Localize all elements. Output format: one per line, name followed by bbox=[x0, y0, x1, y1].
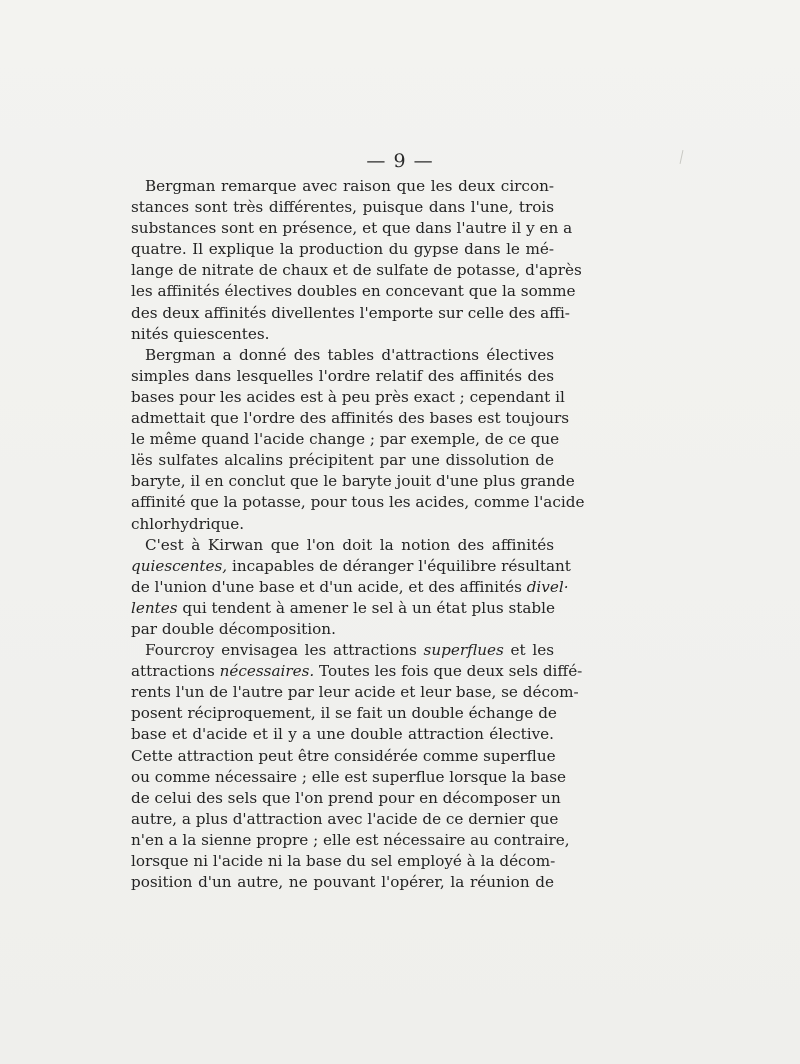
text-segment: quatre. Il explique la production du gypse dans le mé- bbox=[131, 240, 554, 259]
text-segment: les affinités électives doubles en concevant que la somme bbox=[131, 282, 576, 301]
text-line bbox=[131, 830, 570, 851]
text-segment: chlorhydrique. bbox=[131, 514, 245, 533]
text-line bbox=[131, 703, 557, 724]
text-segment: et les bbox=[503, 641, 554, 660]
text-line bbox=[131, 492, 585, 513]
text-line bbox=[131, 556, 571, 577]
text-segment: lës sulfates alcalins précipitent par une dissolution de bbox=[131, 451, 554, 470]
text-line bbox=[131, 851, 554, 872]
italic-text: superflues bbox=[423, 641, 504, 660]
text-segment: simples dans lesquelles l'ordre relatif des affinités des bbox=[131, 366, 554, 385]
text-segment: qui tendent à amener le sel à un état plus stable bbox=[177, 598, 556, 617]
text-line bbox=[131, 281, 576, 302]
text-segment: incapables de déranger l'équilibre résultant bbox=[227, 556, 571, 575]
text-line bbox=[131, 598, 554, 619]
text-segment: autre, a plus d'attraction avec l'acide de ce dernier que bbox=[131, 809, 559, 828]
text-segment: de celui des sels que l'on prend pour en décomposer un bbox=[131, 788, 561, 807]
text-segment: substances sont en présence, et que dans l'autre il y en a bbox=[131, 219, 573, 238]
text-line bbox=[131, 366, 554, 387]
text-line bbox=[131, 387, 565, 408]
text-line bbox=[131, 535, 554, 556]
text-segment: le même quand l'acide change ; par exemple, de ce que bbox=[131, 430, 560, 449]
text-segment: base et d'acide et il y a une double attraction élective. bbox=[131, 725, 554, 744]
page-number: — 9 — bbox=[366, 150, 434, 172]
text-line bbox=[131, 767, 566, 788]
text-segment: n'en a la sienne propre ; elle est nécessaire au contraire, bbox=[131, 830, 570, 849]
text-segment: Bergman remarque avec raison que les deux circon- bbox=[145, 177, 554, 195]
text-line bbox=[131, 661, 583, 682]
text-segment: C'est à Kirwan que l'on doit la notion des affinités bbox=[145, 535, 554, 554]
text-line bbox=[131, 577, 569, 598]
text-segment: rents l'un de l'autre par leur acide et leur base, se décom- bbox=[131, 683, 579, 702]
text-line bbox=[131, 619, 554, 640]
text-segment: nités quiescentes. bbox=[131, 324, 270, 343]
text-segment: Toutes les fois que deux sels diffé- bbox=[314, 662, 583, 681]
text-segment: admettait que l'ordre des affinités des bases est toujours bbox=[131, 409, 570, 428]
text-line bbox=[131, 809, 559, 830]
text-line bbox=[131, 429, 560, 450]
italic-text: lentes bbox=[131, 598, 178, 617]
text-line bbox=[131, 640, 554, 661]
text-segment: affinité que la potasse, pour tous les acides, comme l'acide bbox=[131, 493, 585, 512]
text-line bbox=[131, 514, 554, 535]
text-line bbox=[131, 408, 570, 429]
text-segment: lange de nitrate de chaux et de sulfate de potasse, d'après bbox=[131, 261, 582, 280]
text-line bbox=[131, 724, 554, 745]
text-segment: position d'un autre, ne pouvant l'opérer, la réunion de bbox=[131, 873, 554, 892]
text-segment: Cette attraction peut être considérée comme superflue bbox=[131, 746, 556, 765]
text-line bbox=[131, 872, 554, 893]
text-segment: Bergman a donné des tables d'attractions électives bbox=[145, 345, 554, 364]
text-segment: par double décomposition. bbox=[131, 619, 336, 638]
text-segment: Fourcroy envisagea les attractions bbox=[145, 641, 424, 660]
text-segment: baryte, il en conclut que le baryte jouit d'une plus grande bbox=[131, 472, 575, 491]
body-text bbox=[131, 176, 585, 893]
italic-text: quiescentes, bbox=[131, 556, 228, 575]
text-line bbox=[131, 324, 554, 345]
text-line bbox=[131, 197, 554, 218]
text-line bbox=[131, 303, 570, 324]
text-segment: stances sont très différentes, puisque dans l'une, trois bbox=[131, 198, 554, 217]
italic-text: divel· bbox=[526, 577, 569, 596]
italic-text: nécessaires. bbox=[219, 662, 315, 681]
text-line bbox=[131, 176, 554, 197]
text-segment: de l'union d'une base et d'un acide, et des affinités bbox=[131, 577, 527, 596]
text-line bbox=[131, 260, 582, 281]
text-line bbox=[131, 682, 579, 703]
text-line bbox=[131, 218, 573, 239]
text-line bbox=[131, 788, 561, 809]
text-segment: lorsque ni l'acide ni la base du sel employé à la décom- bbox=[131, 852, 556, 870]
text-line bbox=[131, 239, 554, 260]
text-segment: attractions bbox=[131, 662, 220, 681]
text-line bbox=[131, 450, 554, 471]
text-line bbox=[131, 746, 554, 767]
text-segment: ou comme nécessaire ; elle est superflue lorsque la base bbox=[131, 767, 566, 786]
text-line bbox=[131, 345, 554, 366]
text-segment: des deux affinités divellentes l'emporte sur celle des affi- bbox=[131, 303, 570, 322]
text-segment: bases pour les acides est à peu près exact ; cependant il bbox=[131, 387, 565, 406]
text-segment: posent réciproquement, il se fait un double échange de bbox=[131, 704, 557, 723]
text-line bbox=[131, 471, 575, 492]
